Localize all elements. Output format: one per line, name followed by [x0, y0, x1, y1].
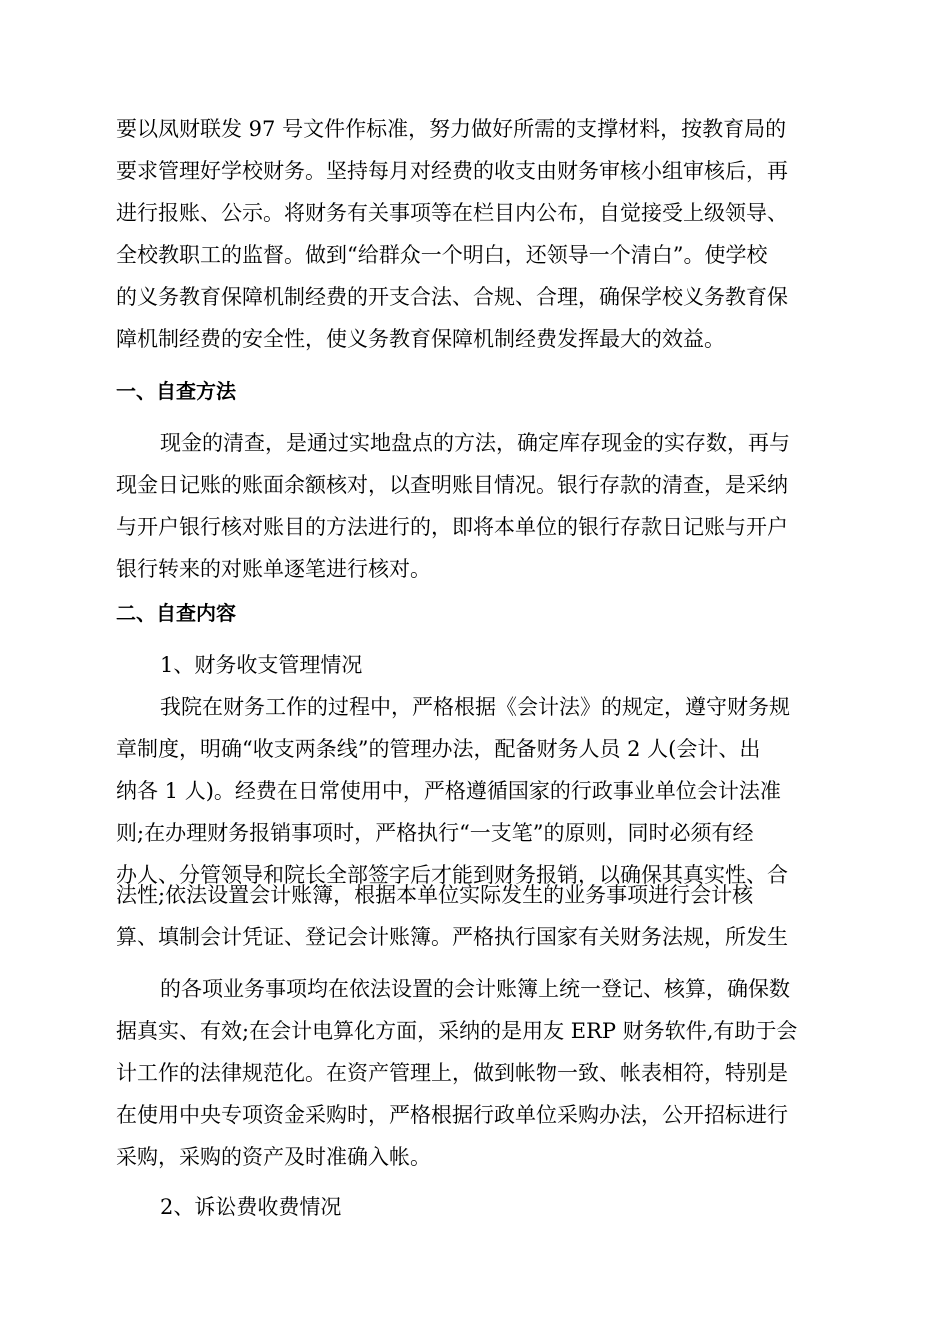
text-line: 办人、分管领导和院长全部签字后才能到财务报销，以确保其真实性、合	[116, 863, 788, 887]
text-line: 现金日记账的账面余额核对，以查明账目情况。银行存款的清查，是采纳	[116, 473, 788, 497]
section-heading-method: 一、自查方法	[116, 379, 236, 403]
text-line: 据真实、有效;在会计电算化方面，采纳的是用友 ERP 财务软件,有助于会	[116, 1019, 798, 1043]
text-line: 的义务教育保障机制经费的开支合法、合规、合理，确保学校义务教育保	[116, 285, 788, 309]
subheading-finance: 1、财务收支管理情况	[160, 653, 363, 677]
subheading-litigation-fees: 2、诉讼费收费情况	[160, 1195, 342, 1219]
text-line: 纳各 1 人)。经费在日常使用中，严格遵循国家的行政事业单位会计法准	[116, 779, 781, 803]
section-heading-content: 二、自查内容	[116, 601, 236, 625]
text-line: 现金的清查，是通过实地盘点的方法，确定库存现金的实存数，再与	[160, 431, 790, 455]
text-line: 要以凤财联发 97 号文件作标准，努力做好所需的支撑材料，按教育局的	[116, 117, 787, 141]
text-line: 计工作的法律规范化。在资产管理上，做到帐物一致、帐表相符，特别是	[116, 1061, 788, 1085]
text-line: 则;在办理财务报销事项时，严格执行“一支笔”的原则，同时必须有经	[116, 821, 754, 845]
text-line: 算、填制会计凭证、登记会计账簿。严格执行国家有关财务法规，所发生	[116, 925, 788, 949]
text-line: 进行报账、公示。将财务有关事项等在栏目内公布，自觉接受上级领导、	[116, 201, 788, 225]
text-line: 与开户银行核对账目的方法进行的，即将本单位的银行存款日记账与开户	[116, 515, 788, 539]
text-line: 全校教职工的监督。做到“给群众一个明白，还领导一个清白”。使学校	[116, 243, 768, 267]
text-line: 采购，采购的资产及时准确入帐。	[116, 1145, 431, 1169]
text-line: 章制度，明确“收支两条线”的管理办法，配备财务人员 2 人(会计、出	[116, 737, 761, 761]
text-line: 的各项业务事项均在依法设置的会计账簿上统一登记、核算，确保数	[160, 977, 790, 1001]
text-line: 要求管理好学校财务。坚持每月对经费的收支由财务审核小组审核后，再	[116, 159, 788, 183]
text-line: 障机制经费的安全性，使义务教育保障机制经费发挥最大的效益。	[116, 327, 725, 351]
text-line: 银行转来的对账单逐笔进行核对。	[116, 557, 431, 581]
text-line: 我院在财务工作的过程中，严格根据《会计法》的规定，遵守财务规	[160, 695, 790, 719]
text-line: 在使用中央专项资金采购时，严格根据行政单位采购办法，公开招标进行	[116, 1103, 788, 1127]
text-line: 法性;依法设置会计账簿，根据本单位实际发生的业务事项进行会计核	[116, 883, 754, 907]
